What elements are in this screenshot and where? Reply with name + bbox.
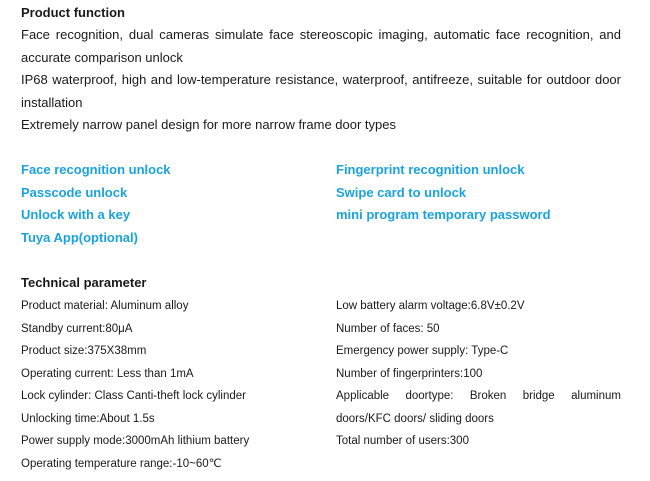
function-paragraph-waterproof: IP68 waterproof, high and low-temperature resistance, waterproof, antifreeze, suitable for outdoor door installation	[21, 72, 621, 110]
spec-applicable-doortype: Applicable doortype: Broken bridge aluminum doors/KFC doors/ sliding doors	[336, 390, 621, 425]
feature-fingerprint-unlock: Fingerprint recognition unlock	[336, 162, 525, 177]
feature-passcode-unlock: Passcode unlock	[21, 185, 128, 200]
spec-operating-temperature: Operating temperature range:-10~60℃	[21, 458, 222, 470]
spec-low-battery-alarm: Low battery alarm voltage:6.8V±0.2V	[336, 300, 525, 312]
spec-lock-cylinder: Lock cylinder: Class Canti-theft lock cylinder	[21, 390, 246, 402]
spec-total-users: Total number of users:300	[336, 435, 469, 447]
spec-power-supply: Power supply mode:3000mAh lithium battery	[21, 435, 250, 447]
function-paragraph-panel: Extremely narrow panel design for more narrow frame door types	[21, 117, 396, 132]
spec-number-of-faces: Number of faces: 50	[336, 323, 440, 335]
spec-standby-current: Standby current:80μA	[21, 323, 133, 335]
feature-face-unlock: Face recognition unlock	[21, 162, 171, 177]
spec-emergency-power: Emergency power supply: Type-C	[336, 345, 509, 357]
feature-card-unlock: Swipe card to unlock	[336, 185, 467, 200]
spec-product-size: Product size:375X38mm	[21, 345, 147, 357]
feature-tuya-app: Tuya App(optional)	[21, 230, 138, 245]
spec-number-of-fingerprints: Number of fingerprinters:100	[336, 368, 483, 380]
feature-key-unlock: Unlock with a key	[21, 207, 131, 222]
function-paragraph-face: Face recognition, dual cameras simulate face stereoscopic imaging, automatic face recognition, and accurate comparison unlock	[21, 27, 621, 65]
spec-material: Product material: Aluminum alloy	[21, 300, 189, 312]
spec-operating-current: Operating current: Less than 1mA	[21, 368, 194, 380]
spec-unlocking-time: Unlocking time:About 1.5s	[21, 413, 155, 425]
technical-parameter-heading: Technical parameter	[21, 275, 147, 290]
feature-mini-program-password: mini program temporary password	[336, 207, 551, 222]
product-function-heading: Product function	[21, 5, 125, 20]
